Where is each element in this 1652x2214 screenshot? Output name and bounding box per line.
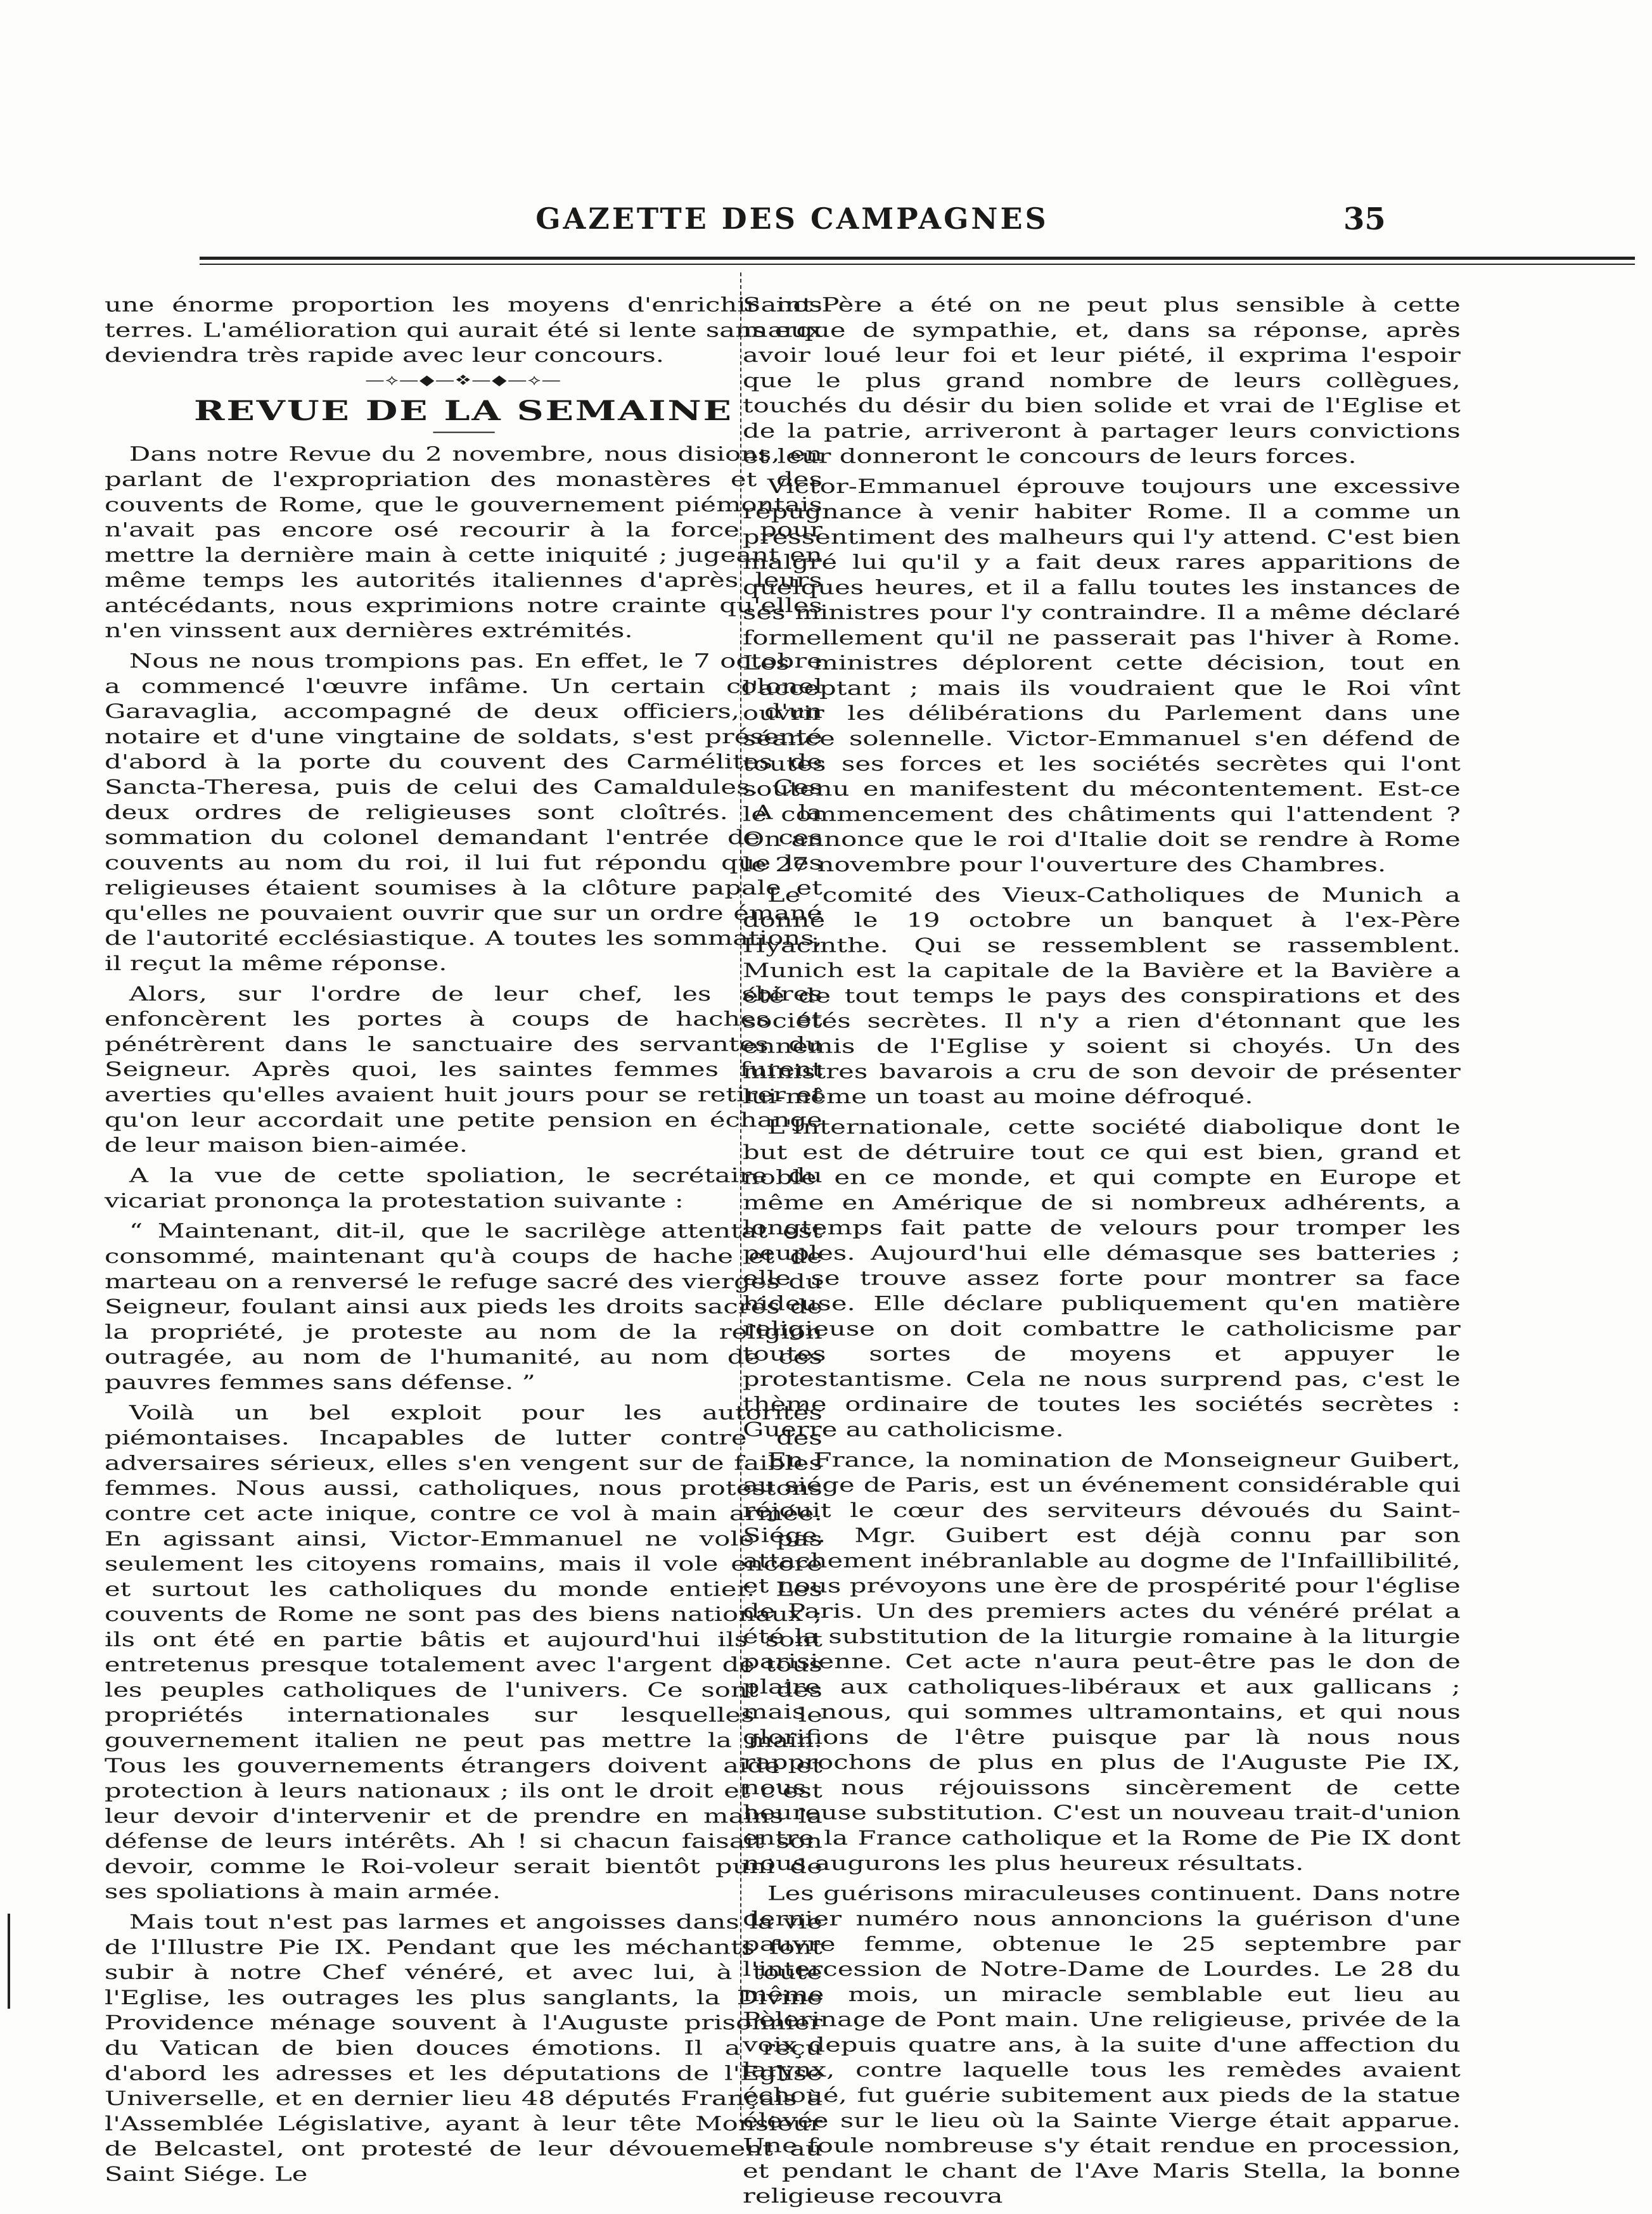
article-paragraph: En France, la nomination de Monseigneur Guibert, au siége de Paris, est un événement considérable qui réjouit le cœur des serviteurs dévoués du Saint-Siége. Mgr. Guibert est déjà connu par son attachement inébranlable au dogme de l'Infaillibilité, et nous prévoyons une ère de prospérité pour l'église de Paris. Un des premiers actes du vénéré prélat a été la substitution de la liturgie romaine à la liturgie parisienne. Cet acte n'aura peut-être pas le don de plaire aux catholiques-libéraux et aux gallicans ; mais nous, qui sommes ultramontains, et qui nous glorifions de l'être puisque par là nous nous rapprochons de plus en plus de l'Auguste Pie IX, nous nous réjouissons sincèrement de cette heureuse substitution. C'est un nouveau trait-d'union entre la France catholique et la Rome de Pie IX dont nous augurons les plus heureux résultats.	[743, 1449, 1461, 1875]
article-paragraph: Victor-Emmanuel éprouve toujours une excessive répugnance à venir habiter Rome. Il a comme un pressentiment des malheurs qui l'y attend. C'est bien malgré lui qu'il y a fait deux rares apparitions de quelques heures, et il a fallu toutes les instances de ses ministres pour l'y contraindre. Il a même déclaré formellement qu'il ne passerait pas l'hiver à Rome. Les ministres déplorent cette décision, tout en l'acceptant ; mais ils voudraient que le Roi vînt ouvrir les délibérations du Parlement dans une séance solennelle. Victor-Emmanuel s'en défend de toutes ses forces et les sociétés secrètes qui l'ont soutenu en manifestent du mécontentement. Est-ce le commencement des châtiments qui l'attendent ? On annonce que le roi d'Italie doit se rendre à Rome le 27 novembre pour l'ouverture des Chambres.	[743, 475, 1461, 877]
header-double-rule	[200, 257, 1635, 265]
article-paragraph: Nous ne nous trompions pas. En effet, le 7 octobre a commencé l'œuvre infâme. Un certain colonel Garavaglia, accompagné de deux officiers, d'un notaire et d'une vingtaine de soldats, s'est présenté d'abord à la porte du couvent des Carmélites de Sancta-Theresa, puis de celui des Camaldules. Ces deux ordres de religieuses sont cloîtrés. A la sommation du colonel demandant l'entrée de ces couvents au nom du roi, il lui fut répondu que les religieuses étaient soumises à la clôture papale et qu'elles ne pouvaient ouvrir que sur un ordre émané de l'autorité ecclésiastique. A toutes les sommations, il reçut la même réponse.	[105, 650, 823, 976]
left-column	[105, 293, 823, 2192]
right-column	[743, 293, 1461, 2214]
article-paragraph: A la vue de cette spoliation, le secrétaire du vicariat prononça la protestation suivante :	[105, 1164, 823, 1213]
article-paragraph: Saint-Père a été on ne peut plus sensible à cette marque de sympathie, et, dans sa réponse, après avoir loué leur foi et leur piété, il exprima l'espoir que le plus grand nombre de leurs collègues, touchés du désir du bien solide et vrai de l'Eglise et de la patrie, arriveront à partager leurs convictions et leur donneront le concours de leurs forces.	[743, 294, 1461, 468]
page-number: 35	[1343, 202, 1386, 237]
article-paragraph: Mais tout n'est pas larmes et angoisses dans la vie de l'Illustre Pie IX. Pendant que les méchants font subir à notre Chef vénéré, et avec lui, à toute l'Eglise, les outrages les plus sanglants, la Divine Providence ménage souvent à l'Auguste prisonnier du Vatican de bien douces émotions. Il a reçu d'abord les adresses et les députations de l'Eglise Universelle, et en dernier lieu 48 députés Français à l'Assemblée Législative, ayant à leur tête Monsieur de Belcastel, ont protesté de leur dévouement au Saint Siége. Le	[105, 1911, 823, 2186]
article-paragraph: Le comité des Vieux-Catholiques de Munich a donné le 19 octobre un banquet à l'ex-Père Hyacinthe. Qui se ressemblent se rassemblent. Munich est la capitale de la Bavière et la Bavière a été de tout temps le pays des conspirations et des sociétés secrètes. Il n'y a rien d'étonnant que les ennemis de l'Eglise y soient si choyés. Un des ministres bavarois a cru de son devoir de présenter lui-même un toast au moine défroqué.	[743, 884, 1461, 1109]
article-paragraph: Voilà un bel exploit pour les autorités piémontaises. Incapables de lutter contre des adversaires sérieux, elles s'en vengent sur de faibles femmes. Nous aussi, catholiques, nous protestons contre cet acte inique, contre ce vol à main armée. En agissant ainsi, Victor-Emmanuel ne vole pas seulement les citoyens romains, mais il vole encore et surtout les catholiques du monde entier. Les couvents de Rome ne sont pas des biens nationaux ; ils ont été en partie bâtis et aujourd'hui ils sont entretenus presque totalement avec l'argent de tous les peuples catholiques de l'univers. Ce sont des propriétés internationales sur lesquelles le gouvernement italien ne peut pas mettre la main. Tous les gouvernements étrangers doivent aide et protection à leurs nationaux ; ils ont le droit et c'est leur devoir d'intervenir et de prendre en mains la défense de leurs intérêts. Ah ! si chacun faisait son devoir, comme le Roi-voleur serait bientôt puni de ses spoliations à main armée.	[105, 1402, 823, 1904]
article-paragraph: Les guérisons miraculeuses continuent. Dans notre dernier numéro nous annoncions la guérison d'une pauvre femme, obtenue le 25 septembre par l'intercession de Notre-Dame de Lourdes. Le 28 du même mois, un miracle semblable eut lieu au Pèlerinage de Pont main. Une religieuse, privée de la voix depuis quatre ans, à la suite d'une affection du larynx, contre laquelle tous les remèdes avaient échoué, fut guérie subitement aux pieds de la statue élevée sur le lieu où la Sainte Vierge était apparue. Une foule nombreuse s'y était rendue en procession, et pendant le chant de l'Ave Maris Stella, la bonne religieuse recouvra	[743, 1883, 1461, 2208]
running-title: GAZETTE DES CAMPAGNES	[535, 202, 1049, 236]
carryover-paragraph: une énorme proportion les moyens d'enrichir nos terres. L'amélioration qui aurait été si lente sans eux deviendra très rapide avec leur concours.	[105, 294, 823, 368]
article-paragraph: Dans notre Revue du 2 novembre, nous disions, en parlant de l'expropriation des monastères et des couvents de Rome, que le gouvernement piémontais n'avait pas encore osé recourir à la force pour mettre la dernière main à cette iniquité ; jugeant en même temps les autorités italiennes d'après leurs antécédants, nous exprimions notre crainte qu'elles n'en vinssent aux dernières extrémités.	[105, 443, 823, 643]
quoted-protest: “ Maintenant, dit-il, que le sacrilège attentat est consommé, maintenant qu'à coups de hache et de marteau on a renversé le refuge sacré des vierges du Seigneur, foulant ainsi aux pieds les droits sacrés de la propriété, je proteste au nom de la religion outragée, au nom de l'humanité, au nom de ces pauvres femmes sans défense. ”	[105, 1220, 823, 1395]
ornamental-divider: —⟡—◆—❖—◆—⟡—	[365, 372, 562, 388]
section-title: REVUE DE LA SEMAINE	[194, 395, 733, 427]
article-paragraph: L'Internationale, cette société diabolique dont le but est de détruire tout ce qui est bien, grand et noble en ce monde, et qui compte en Europe et même en Amérique de si nombreux adhérents, a longtemps fait patte de velours pour tromper les peuples. Aujourd'hui elle démasque ses batteries ; elle se trouve assez forte pour montrer sa face hideuse. Elle déclare publiquement qu'en matière religieuse on doit combattre le catholicisme par toutes sortes de moyens et appuyer le protestantisme. Cela ne nous surprend pas, c'est le thème ordinaire de toutes les sociétés secrètes : Guerre au catholicisme.	[743, 1116, 1461, 1442]
margin-scan-mark	[8, 1914, 10, 2009]
title-underline	[433, 432, 494, 433]
article-paragraph: Alors, sur l'ordre de leur chef, les sbires enfoncèrent les portes à coups de haches et pénétrèrent dans le sanctuaire des servantes du Seigneur. Après quoi, les saintes femmes furent averties qu'elles avaient huit jours pour se retirer et qu'on leur accordait une petite pension en échange de leur maison bien-aimée.	[105, 983, 823, 1157]
